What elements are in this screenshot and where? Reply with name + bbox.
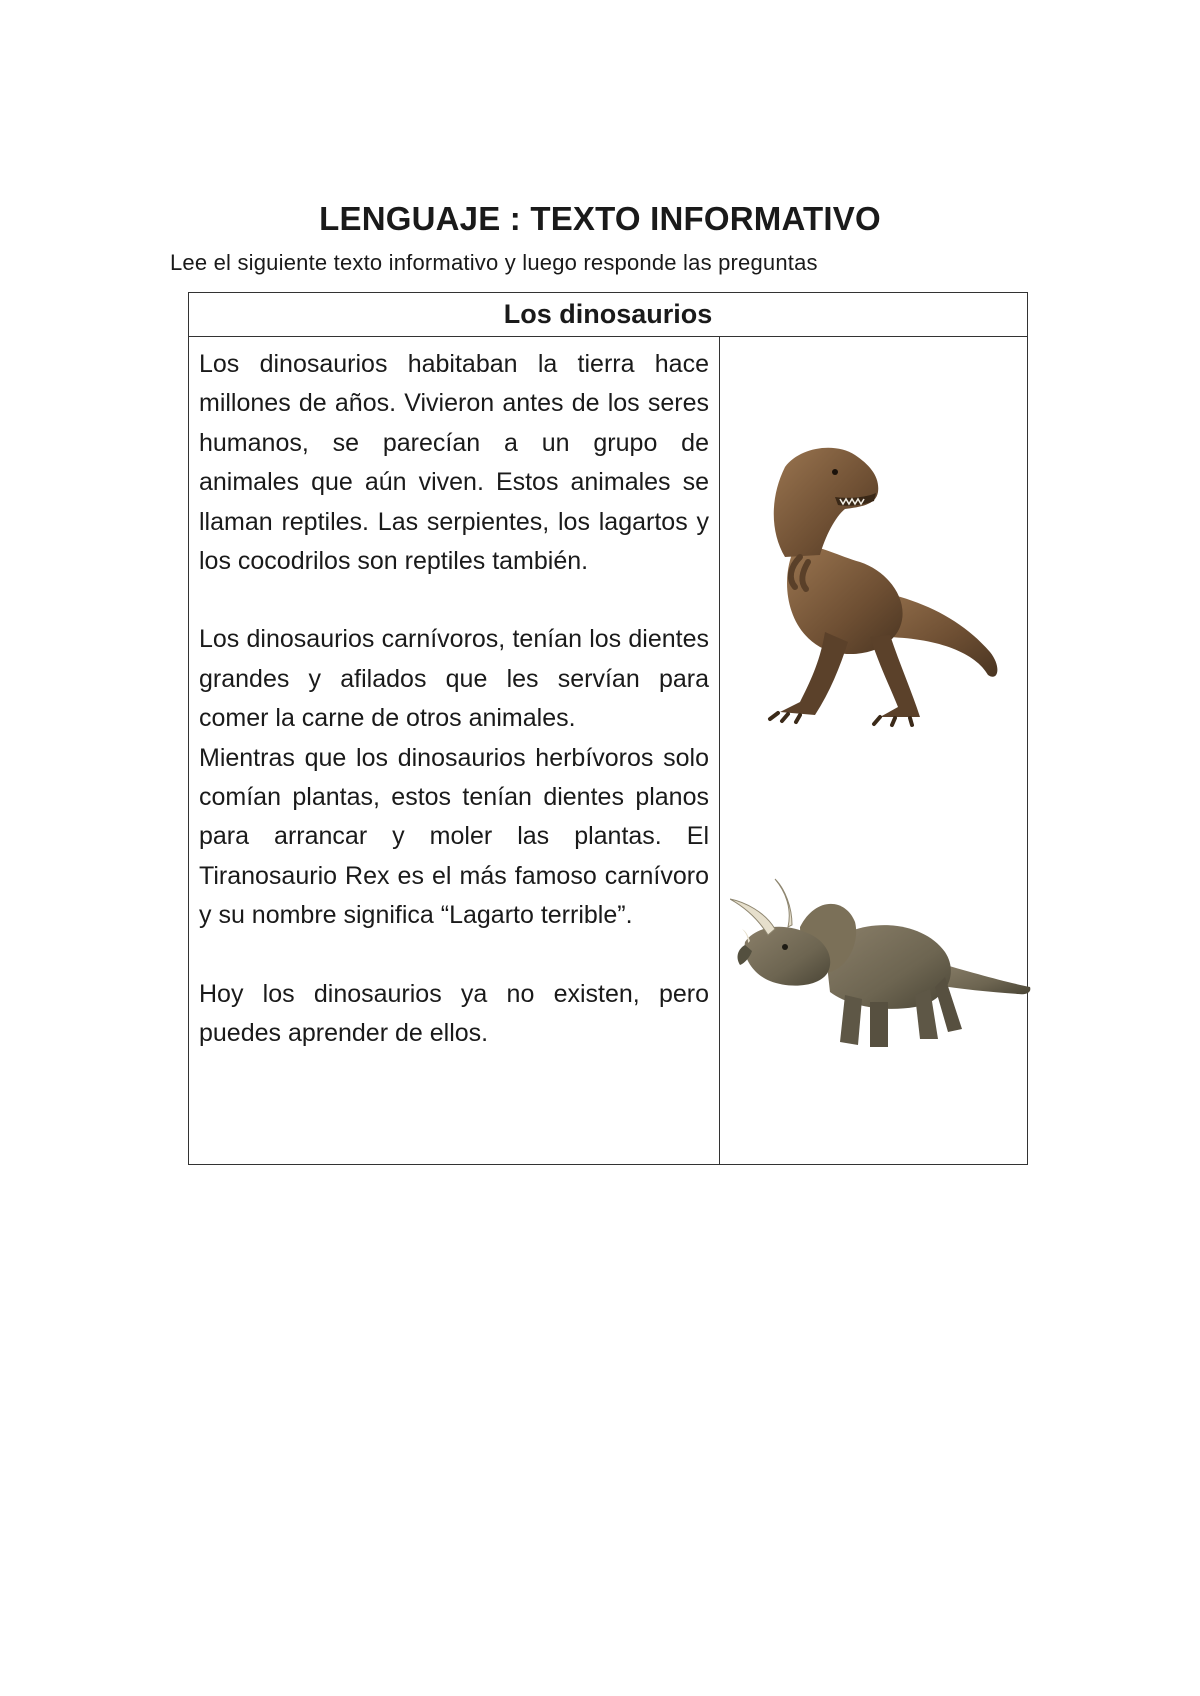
text-cell: [189, 337, 720, 1164]
page-title: LENGUAJE : TEXTO INFORMATIVO: [319, 200, 881, 237]
image-cell: [720, 337, 1027, 1164]
paragraph-gap: [199, 581, 709, 620]
table-header: Los dinosaurios: [189, 293, 1027, 337]
paragraph-conclusion: Hoy los dinosaurios ya no existen, pero puedes aprender de ellos.: [199, 979, 709, 1048]
paragraph-gap: [199, 936, 709, 975]
trex-image: [740, 437, 1010, 737]
paragraph-intro: Los dinosaurios habitaban la tierra hace millones de años. Vivieron antes de los seres humanos, se parecían a un grupo de animales que aún viven. Estos animales se llaman reptiles. Las serpientes, los lagartos y los cocodrilos son reptiles también.: [199, 350, 709, 576]
triceratops-image: [730, 877, 1040, 1057]
paragraph-herbivores: Mientras que los dinosaurios herbívoros solo comían plantas, estos tenían dientes planos para arrancar y moler las plantas. El Tiranosaurio Rex es el más famoso carnívoro y su nombre significa “Lagarto terrible”.: [199, 743, 709, 930]
table-body: [189, 337, 1027, 1164]
instructions-text: Lee el siguiente texto informativo y luego responde las preguntas: [170, 250, 818, 275]
reading-table: [188, 292, 1028, 1165]
paragraph-carnivores: Los dinosaurios carnívoros, tenían los dientes grandes y afilados que les servían para comer la carne de otros animales.: [199, 625, 709, 733]
